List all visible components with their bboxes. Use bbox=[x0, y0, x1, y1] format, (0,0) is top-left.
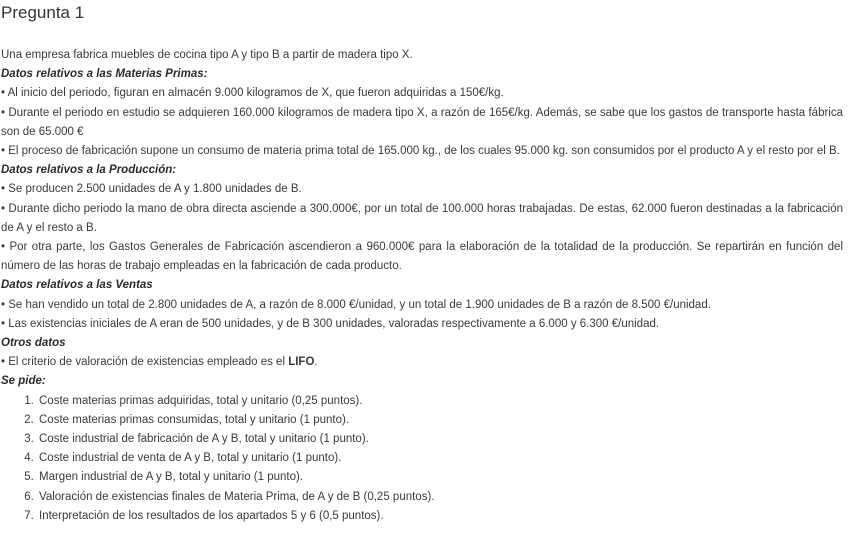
list-item: • Durante el periodo en estudio se adquieren 160.000 kilogramos de madera tipo X, a razón de 165€/kg. Además, se sabe que los gastos de transporte hasta fábrica son de 65.000 € bbox=[1, 106, 843, 138]
task-item: 5. Margen industrial de A y B, total y unitario (1 punto). bbox=[37, 468, 843, 487]
list-item: • Las existencias iniciales de A eran de 500 unidades, y de B 300 unidades, valoradas respectivamente a 6.000 y 6.300 €/unidad. bbox=[1, 317, 660, 330]
task-item: 1. Coste materias primas adquiridas, total y unitario (0,25 puntos). bbox=[37, 392, 843, 411]
task-item: 7. Interpretación de los resultados de los apartados 5 y 6 (0,5 puntos). bbox=[37, 507, 843, 526]
section-heading-pide: Se pide: bbox=[1, 375, 46, 388]
otros-item-bold: LIFO bbox=[288, 356, 315, 369]
section-heading-produccion: Datos relativos a la Producción: bbox=[1, 164, 177, 177]
list-item: • Al inicio del periodo, figuran en almacén 9.000 kilogramos de X, que fueron adquiridas a 150€/kg. bbox=[1, 87, 504, 100]
list-item: • El proceso de fabricación supone un consumo de materia prima total de 165.000 kg., de los cuales 95.000 kg. son consumidos por el producto A y el resto por el B. bbox=[1, 145, 840, 158]
list-item: • Se han vendido un total de 2.800 unidades de A, a razón de 8.000 €/unidad, y un total de 1.900 unidades de B a razón de 8.500 €/unidad. bbox=[1, 298, 711, 311]
list-item: • Por otra parte, los Gastos Generales de Fabricación ascendieron a 960.000€ para la elaboración de la totalidad de la producción. Se repartirán en función del número de las horas de trabajo empleadas en la fabricación de cada producto. bbox=[1, 241, 843, 273]
section-heading-ventas: Datos relativos a las Ventas bbox=[1, 279, 153, 292]
list-item: • Durante dicho periodo la mano de obra directa asciende a 300.000€, por un total de 100.000 horas trabajadas. De estas, 62.000 fueron destinadas a la fabricación de A y el resto a B. bbox=[1, 202, 843, 234]
task-item: 2. Coste materias primas consumidas, total y unitario (1 punto). bbox=[37, 411, 843, 430]
list-item bbox=[1, 353, 843, 372]
intro-paragraph: Una empresa fabrica muebles de cocina tipo A y tipo B a partir de madera tipo X. bbox=[1, 49, 413, 61]
tasks-list bbox=[1, 392, 843, 526]
section-heading-materias: Datos relativos a las Materias Primas: bbox=[1, 68, 208, 81]
otros-item-suffix: . bbox=[314, 356, 318, 369]
question-content bbox=[1, 46, 843, 526]
page-title: Pregunta 1 bbox=[1, 3, 85, 22]
section-heading-otros: Otros datos bbox=[1, 337, 66, 350]
task-item: 6. Valoración de existencias finales de Materia Prima, de A y de B (0,25 puntos). bbox=[37, 488, 843, 507]
task-item: 3. Coste industrial de fabricación de A y B, total y unitario (1 punto). bbox=[37, 430, 843, 449]
list-item: • Se producen 2.500 unidades de A y 1.800 unidades de B. bbox=[1, 183, 302, 196]
otros-item-prefix: • El criterio de valoración de existencias empleado es el bbox=[1, 356, 289, 369]
task-item: 4. Coste industrial de venta de A y B, total y unitario (1 punto). bbox=[37, 449, 843, 468]
